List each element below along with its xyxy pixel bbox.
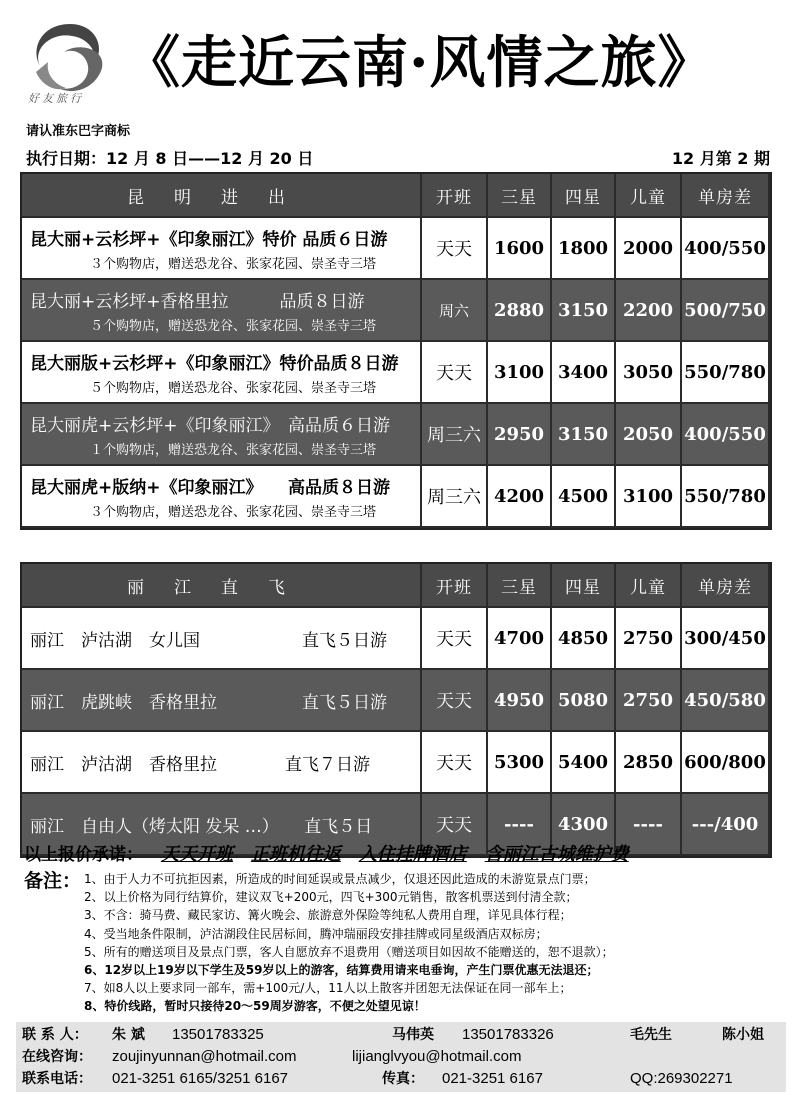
child-price: 2750 bbox=[616, 608, 682, 670]
child-price: 3050 bbox=[616, 342, 682, 404]
four-star-price: 3400 bbox=[552, 342, 616, 404]
contact-label: 联 系 人： bbox=[22, 1027, 88, 1043]
lijiang-price-table bbox=[20, 562, 772, 858]
three-star-price: 4950 bbox=[488, 670, 552, 732]
contact-row-online bbox=[22, 1046, 782, 1068]
page-title: 《走近云南·风情之旅》 bbox=[124, 30, 715, 96]
header-route: 丽江直飞 bbox=[22, 564, 422, 608]
schedule-cell: 天天 bbox=[422, 732, 488, 794]
header-single-supplement: 单房差 bbox=[682, 564, 770, 608]
schedule-cell: 天天 bbox=[422, 342, 488, 404]
route-name: 昆大丽+云杉坪+香格里拉 品质８日游 bbox=[30, 291, 365, 312]
header-schedule: 开班 bbox=[422, 564, 488, 608]
single-supplement: 400/550 bbox=[682, 218, 770, 280]
header-single-supplement: 单房差 bbox=[682, 174, 770, 218]
contact-phone[interactable]: 13501783325 bbox=[172, 1026, 264, 1043]
three-star-price: 2950 bbox=[488, 404, 552, 466]
header-four-star: 四星 bbox=[552, 564, 616, 608]
three-star-price: 5300 bbox=[488, 732, 552, 794]
note-item: 8、特价线路，暂时只接待20～59周岁游客，不便之处望见谅！ bbox=[84, 999, 426, 1014]
fax-label: 传真： bbox=[382, 1071, 424, 1087]
single-supplement: 550/780 bbox=[682, 466, 770, 528]
note-item: 6、12岁以上19岁以下学生及59岁以上的游客，结算费用请来电垂询，产生门票优惠无法退还； bbox=[84, 963, 599, 978]
issue-number: 12 月第 2 期 bbox=[671, 149, 770, 168]
child-price: 2050 bbox=[616, 404, 682, 466]
header-schedule: 开班 bbox=[422, 174, 488, 218]
four-star-price: 1800 bbox=[552, 218, 616, 280]
four-star-price: 4850 bbox=[552, 608, 616, 670]
route-details: ５个购物店，赠送恐龙谷、张家花园、崇圣寺三塔 bbox=[90, 380, 377, 396]
route-name: 丽江 泸沽湖 女儿国 直飞５日游 bbox=[30, 630, 387, 651]
brand-logo bbox=[22, 18, 118, 106]
three-star-price: 1600 bbox=[488, 218, 552, 280]
schedule-cell: 天天 bbox=[422, 670, 488, 732]
single-supplement: 500/750 bbox=[682, 280, 770, 342]
header-child: 儿童 bbox=[616, 564, 682, 608]
single-supplement: 300/450 bbox=[682, 608, 770, 670]
three-star-price: 2880 bbox=[488, 280, 552, 342]
tel-label: 联系电话： bbox=[22, 1071, 92, 1087]
schedule-cell: 周三六 bbox=[422, 404, 488, 466]
route-name: 昆大丽虎+版纳+《印象丽江》 高品质８日游 bbox=[30, 477, 390, 498]
three-star-price: 4700 bbox=[488, 608, 552, 670]
route-name: 丽江 自由人（烤太阳 发呆 …） 直飞５日 bbox=[30, 816, 373, 837]
contact-phone[interactable]: 13501783326 bbox=[462, 1026, 554, 1043]
schedule-cell: 天天 bbox=[422, 794, 488, 856]
route-name: 昆大丽+云杉坪+《印象丽江》特价 品质６日游 bbox=[30, 229, 388, 250]
route-name: 丽江 虎跳峡 香格里拉 直飞５日游 bbox=[30, 692, 387, 713]
promise-label: 以上报价承诺： bbox=[24, 845, 143, 865]
fax-number: 021-3251 6167 bbox=[442, 1070, 543, 1087]
contact-person: 马伟英 bbox=[392, 1027, 434, 1043]
single-supplement: 600/800 bbox=[682, 732, 770, 794]
contact-row-phone bbox=[22, 1068, 782, 1090]
single-supplement: 400/550 bbox=[682, 404, 770, 466]
route-name: 昆大丽版+云杉坪+《印象丽江》特价品质８日游 bbox=[30, 353, 399, 374]
child-price: 3100 bbox=[616, 466, 682, 528]
table-row bbox=[22, 466, 770, 528]
schedule-cell: 周三六 bbox=[422, 466, 488, 528]
four-star-price: 4500 bbox=[552, 466, 616, 528]
header-route: 昆明进出 bbox=[22, 174, 422, 218]
four-star-price: 5080 bbox=[552, 670, 616, 732]
three-star-price: 4200 bbox=[488, 466, 552, 528]
route-details: ３个购物店，赠送恐龙谷、张家花园、崇圣寺三塔 bbox=[90, 504, 377, 520]
promise-item: 正班机往返 bbox=[250, 844, 341, 865]
table-row bbox=[22, 608, 770, 670]
child-price: 2750 bbox=[616, 670, 682, 732]
table-row bbox=[22, 280, 770, 342]
notes-label: 备注： bbox=[24, 870, 82, 892]
table-row bbox=[22, 218, 770, 280]
promise-item: 入住挂牌酒店 bbox=[358, 844, 467, 865]
header-four-star: 四星 bbox=[552, 174, 616, 218]
header-three-star: 三星 bbox=[488, 174, 552, 218]
table-row bbox=[22, 732, 770, 794]
note-item: 7、如8人以上要求同一部车，需+100元/人，11人以上散客并团恕无法保证在同一部车上； bbox=[84, 981, 572, 996]
logo-script-text: 好友旅行 bbox=[28, 92, 84, 105]
table-row bbox=[22, 404, 770, 466]
table-row bbox=[22, 670, 770, 732]
execution-dates: 执行日期：12 月 8 日——12 月 20 日 bbox=[26, 149, 314, 168]
email-link[interactable]: lijianglvyou@hotmail.com bbox=[352, 1048, 522, 1065]
single-supplement: 550/780 bbox=[682, 342, 770, 404]
child-price: ---- bbox=[616, 794, 682, 856]
note-item: 1、由于人力不可抗拒因素，所造成的时间延误或景点减少，仅退还因此造成的未游览景点门票； bbox=[84, 872, 596, 886]
promise-item: 天天开班 bbox=[160, 844, 233, 865]
schedule-cell: 天天 bbox=[422, 608, 488, 670]
contact-person: 陈小姐 bbox=[722, 1027, 764, 1043]
three-star-price: ---- bbox=[488, 794, 552, 856]
note-item: 2、以上价格为同行结算价，建议双飞+200元，四飞+300元销售，散客机票送到付清全款； bbox=[84, 890, 578, 905]
four-star-price: 5400 bbox=[552, 732, 616, 794]
single-supplement: ---/400 bbox=[682, 794, 770, 856]
price-promise bbox=[24, 840, 629, 866]
route-name: 昆大丽虎+云杉坪+《印象丽江》 高品质６日游 bbox=[30, 415, 390, 436]
note-item: 3、不含：骑马费、藏民家访、篝火晚会、旅游意外保险等纯私人费用自理，详见具体行程； bbox=[84, 908, 572, 923]
child-price: 2200 bbox=[616, 280, 682, 342]
three-star-price: 3100 bbox=[488, 342, 552, 404]
route-details: ３个购物店，赠送恐龙谷、张家花园、崇圣寺三塔 bbox=[90, 256, 377, 272]
trademark-note: 请认准东巴字商标 bbox=[26, 124, 131, 139]
schedule-cell: 周六 bbox=[422, 280, 488, 342]
email-link[interactable]: zoujinyunnan@hotmail.com bbox=[112, 1048, 297, 1065]
contact-person: 毛先生 bbox=[630, 1027, 672, 1043]
single-supplement: 450/580 bbox=[682, 670, 770, 732]
tel-number[interactable]: 021-3251 6165/3251 6167 bbox=[112, 1070, 289, 1087]
four-star-price: 3150 bbox=[552, 280, 616, 342]
child-price: 2850 bbox=[616, 732, 682, 794]
qq-number[interactable]: QQ:269302271 bbox=[630, 1070, 733, 1087]
header-three-star: 三星 bbox=[488, 564, 552, 608]
child-price: 2000 bbox=[616, 218, 682, 280]
route-details: ５个购物店，赠送恐龙谷、张家花园、崇圣寺三塔 bbox=[90, 318, 377, 334]
header-child: 儿童 bbox=[616, 174, 682, 218]
contact-panel bbox=[16, 1022, 786, 1092]
note-item: 5、所有的赠送项目及景点门票，客人自愿放弃不退费用（赠送项目如因故不能赠送的，恕不退款）； bbox=[84, 944, 614, 959]
contact-row-people bbox=[22, 1024, 782, 1046]
kunming-price-table bbox=[20, 172, 772, 530]
table-row bbox=[22, 342, 770, 404]
online-label: 在线咨询： bbox=[22, 1049, 92, 1065]
promise-item: 含丽江古城维护费 bbox=[484, 844, 629, 865]
notes-list bbox=[84, 870, 784, 1016]
note-item: 4、受当地条件限制，泸沽湖段住民居标间，腾冲瑞丽段安排挂牌或同星级酒店双标房； bbox=[84, 926, 548, 941]
route-name: 丽江 泸沽湖 香格里拉 直飞７日游 bbox=[30, 754, 370, 775]
four-star-price: 4300 bbox=[552, 794, 616, 856]
contact-person: 朱 斌 bbox=[112, 1027, 145, 1043]
schedule-cell: 天天 bbox=[422, 218, 488, 280]
four-star-price: 3150 bbox=[552, 404, 616, 466]
route-details: １个购物店，赠送恐龙谷、张家花园、崇圣寺三塔 bbox=[90, 442, 377, 458]
